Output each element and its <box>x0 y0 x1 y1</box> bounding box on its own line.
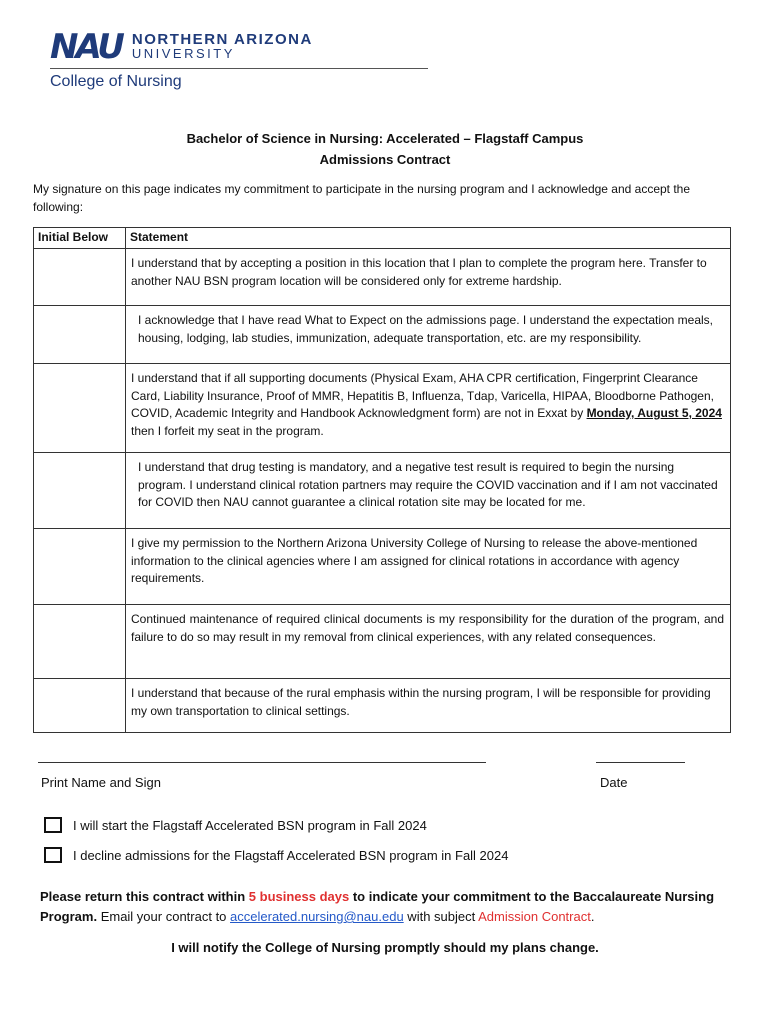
initial-field[interactable] <box>34 605 126 679</box>
return-text-3: Email your contract to <box>97 909 231 924</box>
email-subject: Admission Contract <box>478 909 591 924</box>
statement-cell: I understand that because of the rural emphasis within the nursing program, I will be responsible for providing my own transportation to clinical settings. <box>126 679 731 733</box>
accept-checkbox[interactable] <box>44 817 62 833</box>
accept-label: I will start the Flagstaff Accelerated BSN program in Fall 2024 <box>73 817 427 833</box>
initial-field[interactable] <box>34 679 126 733</box>
statement-column-header: Statement <box>126 228 731 249</box>
return-text-4: with subject <box>403 909 479 924</box>
return-text-2: to indicate your commitment to the Baccalaureate Nursing Program. <box>40 889 715 924</box>
university-name-line2: UNIVERSITY <box>131 46 235 61</box>
logo-divider <box>50 68 428 69</box>
accept-option <box>44 817 427 833</box>
return-text-1: Please return this contract within <box>40 889 249 904</box>
date-line[interactable] <box>596 762 685 763</box>
statement-text: I understand that if all supporting documents (Physical Exam, AHA CPR certification, Fingerprint Clearance Card, Liability Insurance, Proof of MMR, Hepatitis B, Influenza, Tdap, Varicella, HIPAA, Bloodborne Pathogen, COVID, Academic Integrity and Handbook Acknowledgment form) are not in Exxat by <box>131 371 714 420</box>
table-row <box>34 529 731 605</box>
statement-cell: I understand that by accepting a position in this location that I plan to complete the program here. Transfer to another NAU BSN program location will be considered only for extreme hardship. <box>126 249 731 306</box>
statement-cell: I acknowledge that I have read What to Expect on the admissions page. I understand the expectation meals, housing, lodging, lab studies, immunization, adequate transportation, etc. are my responsibility. <box>126 306 731 364</box>
statement-cell: I understand that drug testing is mandatory, and a negative test result is required to begin the nursing program. I understand clinical rotation partners may require the COVID vaccination and if I am not vaccinated for COVID then NAU cannot guarantee a clinical rotation site may be located for me. <box>126 453 731 529</box>
intro-paragraph: My signature on this page indicates my commitment to participate in the nursing program and I acknowledge and accept the following: <box>33 182 691 214</box>
statement-cell: I give my permission to the Northern Arizona University College of Nursing to release the above-mentioned information to the clinical agencies where I am assigned for clinical rotations in accordance with agency requirements. <box>126 529 731 605</box>
table-header-row <box>34 228 731 249</box>
deadline-date: Monday, August 5, 2024 <box>586 406 722 420</box>
initial-column-header: Initial Below <box>34 228 126 249</box>
university-name-line1: NORTHERN ARIZONA <box>131 31 313 48</box>
email-link[interactable]: accelerated.nursing@nau.edu <box>230 909 404 924</box>
nau-logo-mark: NAU <box>50 27 122 67</box>
signature-line[interactable] <box>38 762 486 763</box>
initial-field[interactable] <box>34 249 126 306</box>
table-row <box>34 364 731 453</box>
notify-statement: I will notify the College of Nursing promptly should my plans change. <box>171 940 599 955</box>
table-row <box>34 453 731 529</box>
deadline-days: 5 business days <box>248 889 350 904</box>
initial-field[interactable] <box>34 306 126 364</box>
initial-field[interactable] <box>34 453 126 529</box>
signature-label: Print Name and Sign <box>41 775 161 790</box>
table-row <box>34 679 731 733</box>
table-row <box>34 249 731 306</box>
return-instructions <box>40 887 730 927</box>
statement-cell <box>126 364 731 453</box>
title-line2: Admissions Contract <box>319 152 451 167</box>
statements-table <box>33 227 731 733</box>
university-name <box>132 33 313 61</box>
initial-field[interactable] <box>34 364 126 453</box>
document-title <box>0 128 770 170</box>
title-line1: Bachelor of Science in Nursing: Accelerated – Flagstaff Campus <box>186 131 584 146</box>
date-label: Date <box>600 775 628 790</box>
statement-text-end: then I forfeit my seat in the program. <box>131 423 324 438</box>
college-name: College of Nursing <box>50 73 182 90</box>
table-row <box>34 605 731 679</box>
nau-logo <box>50 27 430 91</box>
decline-option <box>44 847 508 863</box>
statement-cell: Continued maintenance of required clinical documents is my responsibility for the duration of the program, and failure to do so may result in my removal from clinical experiences, with any related consequences. <box>126 605 731 679</box>
table-row <box>34 306 731 364</box>
decline-label: I decline admissions for the Flagstaff Accelerated BSN program in Fall 2024 <box>73 847 509 863</box>
return-text-5: . <box>590 909 595 924</box>
decline-checkbox[interactable] <box>44 847 62 863</box>
initial-field[interactable] <box>34 529 126 605</box>
